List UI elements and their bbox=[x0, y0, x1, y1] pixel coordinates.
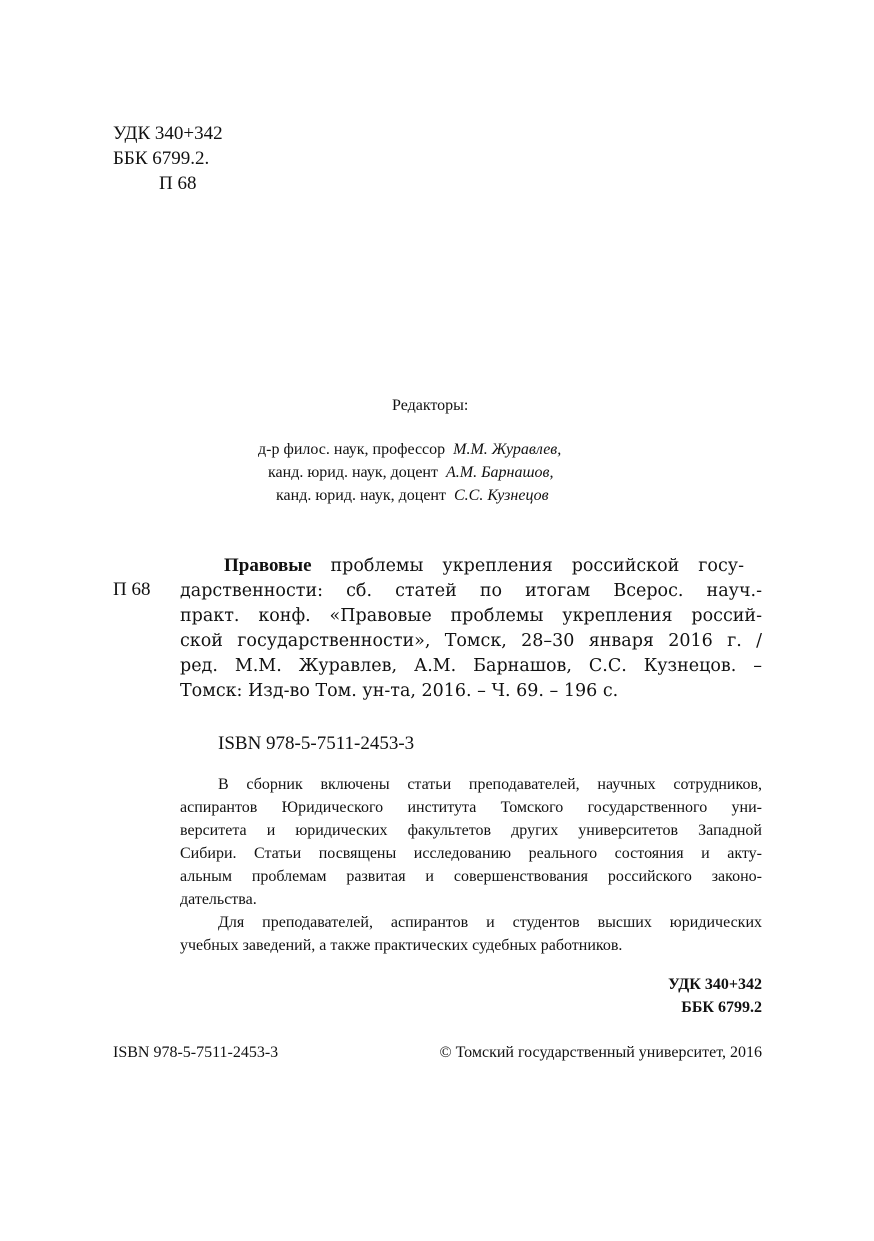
abstract-line: аспирантов Юридического института Томского государственного уни- bbox=[180, 799, 762, 816]
entry-line: ской государственности», Томск, 28–30 января 2016 г. / bbox=[180, 631, 762, 651]
editors-heading: Редакторы: bbox=[392, 397, 469, 414]
abstract-line: учебных заведений, а также практических судебных работников. bbox=[180, 937, 623, 954]
entry-line bbox=[224, 554, 744, 578]
abstract-line: дательства. bbox=[180, 891, 257, 908]
entry-line: практ. конф. «Правовые проблемы укрепления россий- bbox=[180, 606, 762, 626]
bbk-code: ББК 6799.2. bbox=[113, 148, 210, 169]
abstract-line: Для преподавателей, аспирантов и студентов высших юридических bbox=[218, 914, 762, 931]
editor-line bbox=[268, 461, 553, 485]
editor-degree: д-р филос. наук, профессор bbox=[258, 441, 446, 458]
entry-line: ред. М.М. Журавлев, А.М. Барнашов, С.С. Кузнецов. – bbox=[180, 656, 762, 676]
author-mark: П 68 bbox=[159, 173, 197, 194]
abstract-line: верситета и юридических факультетов других университетов Западной bbox=[180, 822, 762, 839]
udk-code: УДК 340+342 bbox=[113, 123, 223, 144]
abstract-line: Сибири. Статьи посвящены исследованию реального состояния и акту- bbox=[180, 845, 762, 862]
entry-line: Томск: Изд-во Том. ун-та, 2016. – Ч. 69. – 196 с. bbox=[180, 681, 619, 701]
entry-title-bold: Правовые bbox=[224, 555, 312, 576]
abstract-line: альным проблемам развитая и совершенствования российского законо- bbox=[180, 868, 762, 885]
isbn-main: ISBN 978-5-7511-2453-3 bbox=[218, 733, 415, 754]
editor-name: С.С. Кузнецов bbox=[453, 487, 549, 504]
editor-line bbox=[276, 484, 549, 508]
editor-line bbox=[258, 438, 561, 462]
entry-code: П 68 bbox=[113, 579, 151, 600]
bottom-udk-code: УДК 340+342 bbox=[668, 976, 762, 993]
abstract-line: В сборник включены статьи преподавателей, научных сотрудников, bbox=[218, 776, 762, 793]
editor-degree: канд. юрид. наук, доцент bbox=[276, 487, 446, 504]
editor-name: М.М. Журавлев, bbox=[453, 441, 562, 458]
entry-line-text: проблемы укрепления российской госу- bbox=[330, 556, 744, 576]
footer-isbn: ISBN 978-5-7511-2453-3 bbox=[113, 1044, 279, 1061]
entry-line: дарственности: сб. статей по итогам Всерос. науч.- bbox=[180, 581, 762, 601]
bottom-bbk-code: ББК 6799.2 bbox=[681, 999, 762, 1016]
copyright-notice: © Томский государственный университет, 2016 bbox=[439, 1044, 762, 1061]
editor-name: А.М. Барнашов, bbox=[445, 464, 554, 481]
editor-degree: канд. юрид. наук, доцент bbox=[268, 464, 438, 481]
